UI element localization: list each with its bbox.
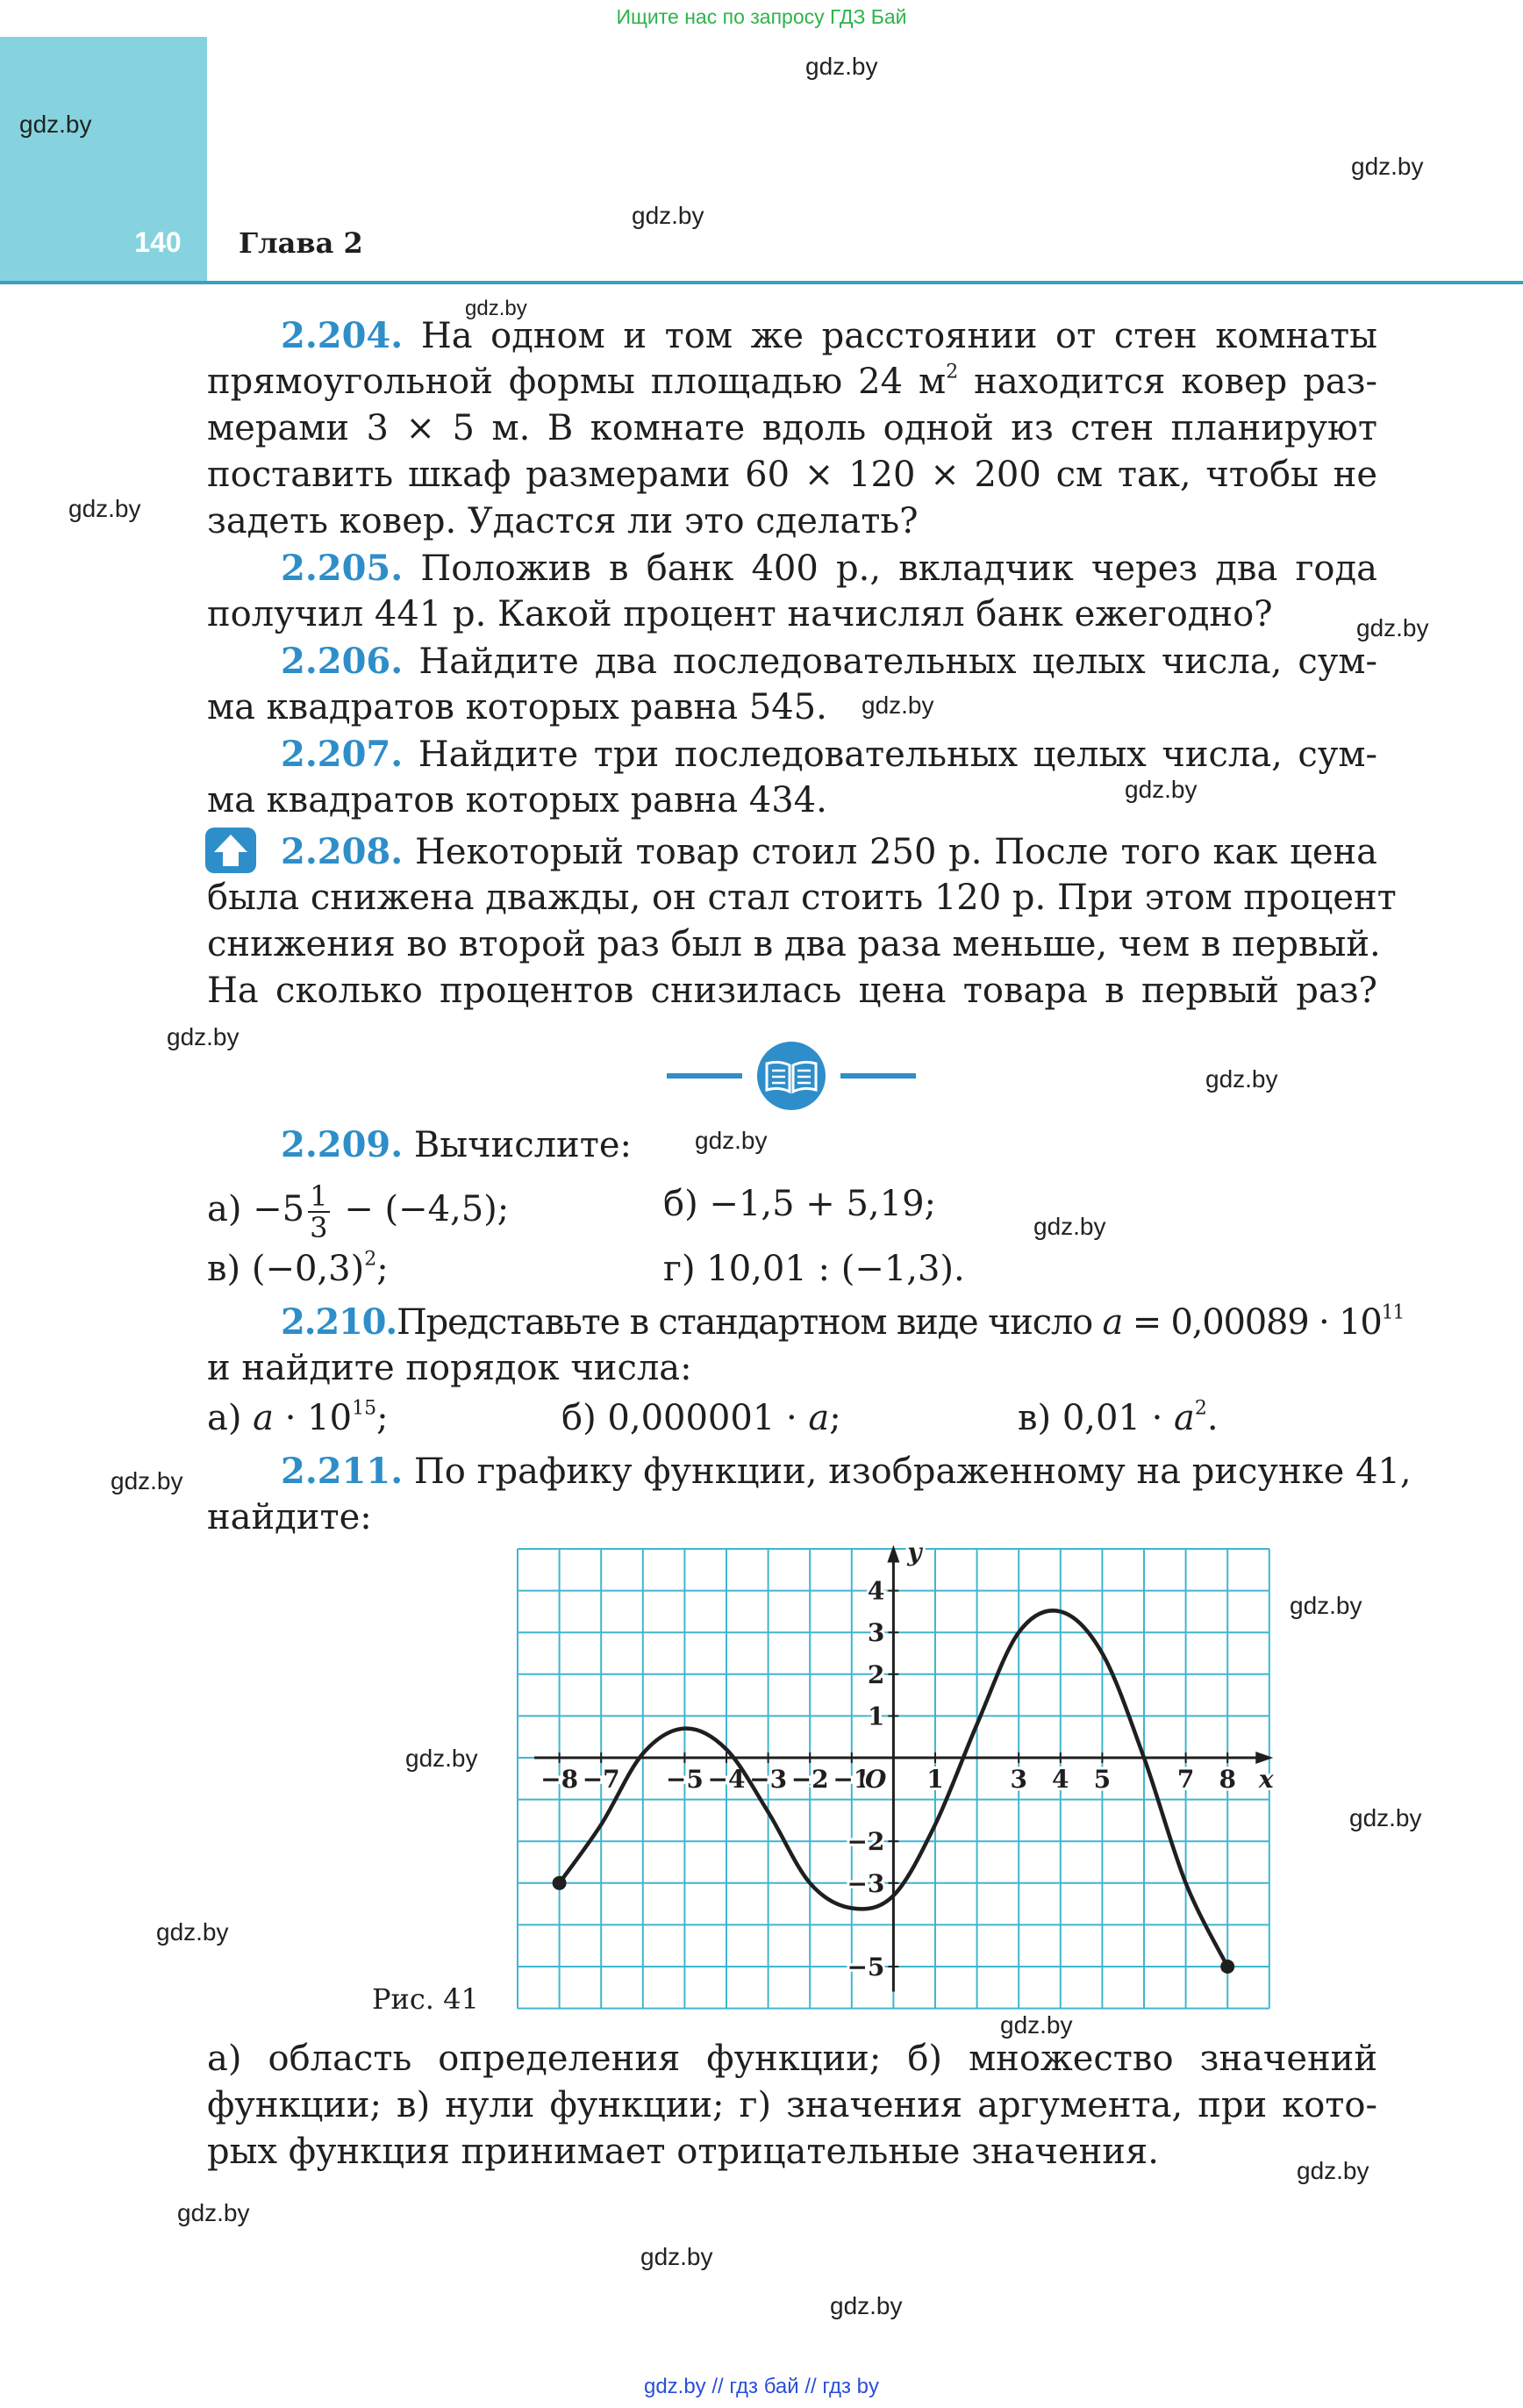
header-rule (0, 281, 1523, 284)
footer-links[interactable]: gdz.by // гдз бай // гдз by (643, 2375, 880, 2398)
watermark: gdz.by (695, 1127, 768, 1154)
problem-number: 2.210. (281, 1301, 397, 1343)
problem-number: 2.205. (281, 548, 404, 589)
section-divider (663, 1041, 919, 1111)
x-tick-label: −5 (665, 1765, 704, 1794)
x-axis-label: x (1258, 1765, 1274, 1794)
page-number: 140 (134, 226, 182, 258)
x-tick-label: 5 (1093, 1765, 1112, 1794)
p211-q1: а) область определения функции; б) множество значений (207, 2039, 1377, 2079)
p211-q2: функции; в) нули функции; г) значения аргумента, при кото- (207, 2085, 1377, 2125)
origin-label: O (865, 1765, 887, 1794)
watermark: gdz.by (1033, 1213, 1106, 1240)
x-tick-label: −2 (790, 1765, 829, 1794)
p208-line2: была снижена дважды, он стал стоить 120 р. При этом процент (207, 878, 1397, 918)
watermark: gdz.by (805, 53, 878, 80)
watermark: gdz.by (177, 2199, 250, 2226)
watermark: gdz.by (830, 2292, 903, 2319)
endpoint-dot (1220, 1960, 1234, 1974)
p208-line4: На сколько процентов снизилась цена товара в первый раз? (207, 971, 1377, 1011)
p210-b: б) 0,000001 · a; (561, 1398, 841, 1438)
p207-line2: ма квадратов которых равна 434. (207, 780, 827, 821)
p209-v: в) $(-0,3)^2$; (207, 1248, 389, 1289)
y-tick-label: −2 (847, 1827, 885, 1857)
p209-b: б) −1,5 + 5,19; (663, 1184, 937, 1224)
watermark: gdz.by (1297, 2157, 1369, 2184)
x-tick-label: −1 (833, 1765, 871, 1794)
p209-a: а) −5 $\frac{1}{3}$ − (−4,5); (207, 1179, 510, 1244)
watermark: gdz.by (640, 2243, 713, 2270)
watermark: gdz.by (1356, 614, 1429, 641)
p210-line1: 2.210.Представьте в стандартном виде число $a = 0,00089 \cdot 10^{11}$ (281, 1301, 1405, 1343)
p211-line2: найдите: (207, 1497, 372, 1537)
p204-line1: 2.204. На одном и том же расстоянии от стен комнаты (281, 315, 1377, 356)
watermark: gdz.by (1000, 2011, 1073, 2039)
p206-line2: ма квадратов которых равна 545. (207, 687, 827, 727)
x-tick-label: −4 (707, 1765, 746, 1794)
watermark: gdz.by (465, 297, 527, 320)
watermark: gdz.by (862, 692, 934, 719)
x-tick-label: 4 (1052, 1765, 1069, 1794)
p209-g: г) 10,01 : (−1,3). (663, 1249, 965, 1289)
endpoint-dot (553, 1876, 567, 1890)
p208-line1: 2.208. Некоторый товар стоил 250 р. После того как цена (281, 831, 1377, 872)
watermark: gdz.by (1351, 153, 1424, 180)
y-tick-label: 2 (867, 1659, 885, 1689)
x-tick-label: 1 (926, 1765, 944, 1794)
x-tick-label: 8 (1219, 1765, 1236, 1794)
problem-number: 2.211. (281, 1451, 404, 1492)
problem-number: 2.209. (281, 1124, 404, 1165)
y-tick-label: 3 (867, 1618, 885, 1648)
y-tick-label: 4 (867, 1576, 885, 1606)
p204-line2: прямоугольной формы площадью 24 $м^2$ находится ковер раз- (207, 361, 1378, 402)
x-tick-label: −8 (540, 1765, 579, 1794)
y-tick-label: 1 (867, 1702, 885, 1731)
problem-number: 2.207. (281, 734, 404, 775)
y-tick-label: −3 (847, 1868, 885, 1898)
watermark: gdz.by (1125, 776, 1198, 803)
y-axis-label: y (907, 1537, 922, 1567)
watermark: gdz.by (167, 1023, 240, 1050)
watermark: gdz.by (1349, 1804, 1422, 1831)
p208-line3: снижения во второй раз был в два раза меньше, чем в первый. (207, 924, 1381, 964)
figure-caption: Рис. 41 (372, 1982, 479, 2016)
p204-line5: задеть ковер. Удастся ли это сделать? (207, 501, 919, 541)
p209-title: 2.209. Вычислите: (281, 1124, 632, 1165)
problem-number: 2.206. (281, 641, 404, 682)
problem-number: 2.204. (281, 315, 404, 356)
p210-v: в) $0,01 \cdot a^2$. (1018, 1397, 1219, 1438)
chapter-title: Глава 2 (239, 226, 363, 260)
function-graph (509, 1536, 1281, 2018)
x-tick-label: 7 (1176, 1765, 1195, 1794)
p204-line3: мерами 3 × 5 м. В комнате вдоль одной из стен планируют (207, 408, 1377, 448)
p210-a: а) $a \cdot 10^{15}$; (207, 1397, 389, 1438)
p206-line1: 2.206. Найдите два последовательных целых числа, сум- (281, 641, 1377, 682)
x-tick-label: −3 (749, 1765, 788, 1794)
p211-q3: рых функция принимает отрицательные значения. (207, 2132, 1159, 2172)
p205-line1: 2.205. Положив в банк 400 р., вкладчик через два года (281, 548, 1377, 589)
x-tick-label: −7 (582, 1765, 620, 1794)
p210-line2: и найдите порядок числа: (207, 1348, 692, 1388)
watermark: gdz.by (632, 202, 704, 229)
watermark: gdz.by (1205, 1065, 1278, 1093)
watermark: gdz.by (68, 495, 141, 522)
watermark: gdz.by (156, 1918, 229, 1946)
p211-line1: 2.211. По графику функции, изображенному на рисунке 41, (281, 1451, 1412, 1492)
p204-line4: поставить шкаф размерами 60 × 120 × 200 см так, чтобы не (207, 455, 1377, 495)
y-axis-arrow (887, 1545, 899, 1563)
fraction: $\frac{1}{3}$ (310, 1179, 328, 1244)
p207-line1: 2.207. Найдите три последовательных целых числа, сум- (281, 734, 1377, 775)
x-axis-arrow (1255, 1752, 1273, 1764)
watermark: gdz.by (19, 111, 92, 138)
chart-tick-labels (540, 1538, 1274, 1982)
watermark: gdz.by (405, 1745, 478, 1772)
y-tick-label: −5 (847, 1953, 885, 1982)
top-banner[interactable]: Ищите нас по запросу ГДЗ Бай (616, 5, 907, 28)
problem-number: 2.208. (281, 831, 404, 872)
watermark: gdz.by (111, 1467, 183, 1494)
x-tick-label: 3 (1010, 1765, 1027, 1794)
p205-line2: получил 441 р. Какой процент начислял банк ежегодно? (207, 594, 1273, 634)
watermark: gdz.by (1290, 1592, 1362, 1619)
